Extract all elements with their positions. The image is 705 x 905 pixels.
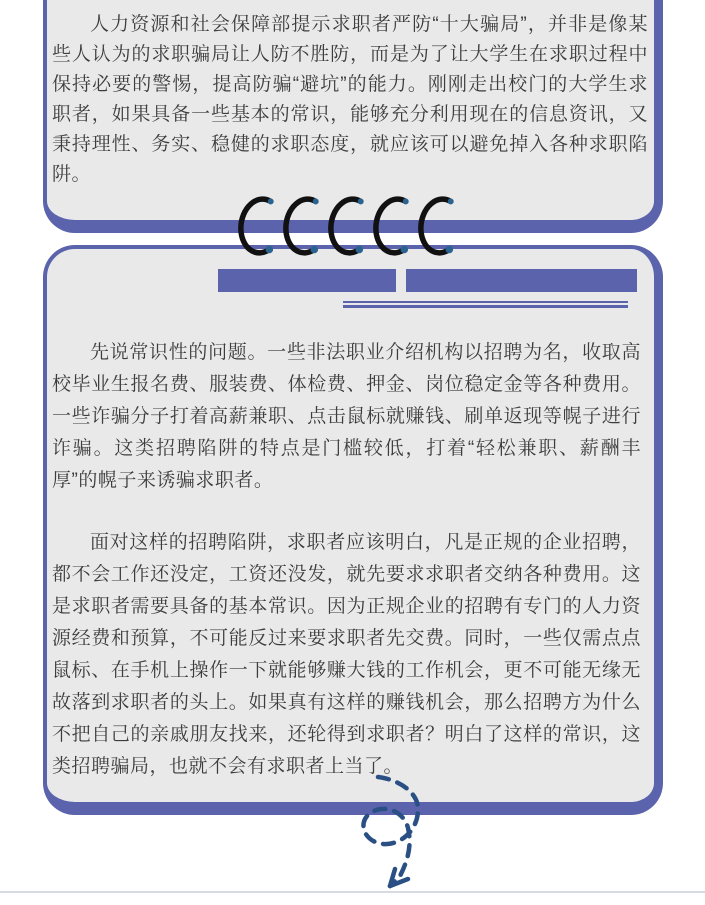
intro-paragraph: 人力资源和社会保障部提示求职者严防“十大骗局”，并非是像某些人认为的求职骗局让人防不胜防，而是为了让大学生在求职过程中保持必要的警惕，提高防骗“避坑”的能力。刚刚走出校门的大学生求职者，如果具备一些基本的常识，能够充分利用现在的信息资讯，又秉持理性、务实、稳健的求职态度，就应该可以避免掉入各种求职陷阱。	[52, 14, 648, 185]
body-paragraph-1: 先说常识性的问题。一些非法职业介绍机构以招聘为名，收取高校毕业生报名费、服装费、体检费、押金、岗位稳定金等各种费用。一些诈骗分子打着高薪兼职、点击鼠标就赚钱、刷单返现等幌子进行诈骗。这类招聘陷阱的特点是门槛较低，打着“轻松兼职、薪酬丰厚”的幌子来诱骗求职者。	[52, 342, 641, 491]
double-underline	[343, 301, 628, 308]
redacted-title-bar-right	[406, 269, 637, 292]
underline-rule-thick	[343, 305, 628, 308]
underline-rule-thin	[343, 301, 628, 303]
body-text	[52, 337, 641, 783]
binder-ring-icon	[282, 195, 325, 255]
redacted-title-bar-left	[218, 269, 396, 292]
binder-ring-icon	[372, 195, 415, 255]
body-paragraph-2: 面对这样的招聘陷阱，求职者应该明白，凡是正规的企业招聘，都不会工作还没定，工资还没发，就先要求求职者交纳各种费用。这是求职者需要具备的基本常识。因为正规企业的招聘有专门的人力资源经费和预算，不可能反过来要求职者先交费。同时，一些仅需点点鼠标、在手机上操作一下就能够赚大钱的工作机会，更不可能无缘无故落到求职者的头上。如果真有这样的赚钱机会，那么招聘方为什么不把自己的亲戚朋友找来，还轮得到求职者？明白了这样的常识，这类招聘骗局，也就不会有求职者上当了。	[52, 532, 641, 777]
dashed-swirl-arrow-icon	[345, 768, 435, 894]
binder-rings-icon	[228, 192, 474, 264]
main-card	[43, 245, 663, 815]
binder-ring-icon	[417, 195, 460, 255]
binder-ring-icon	[327, 195, 370, 255]
binder-ring-icon	[237, 195, 280, 255]
